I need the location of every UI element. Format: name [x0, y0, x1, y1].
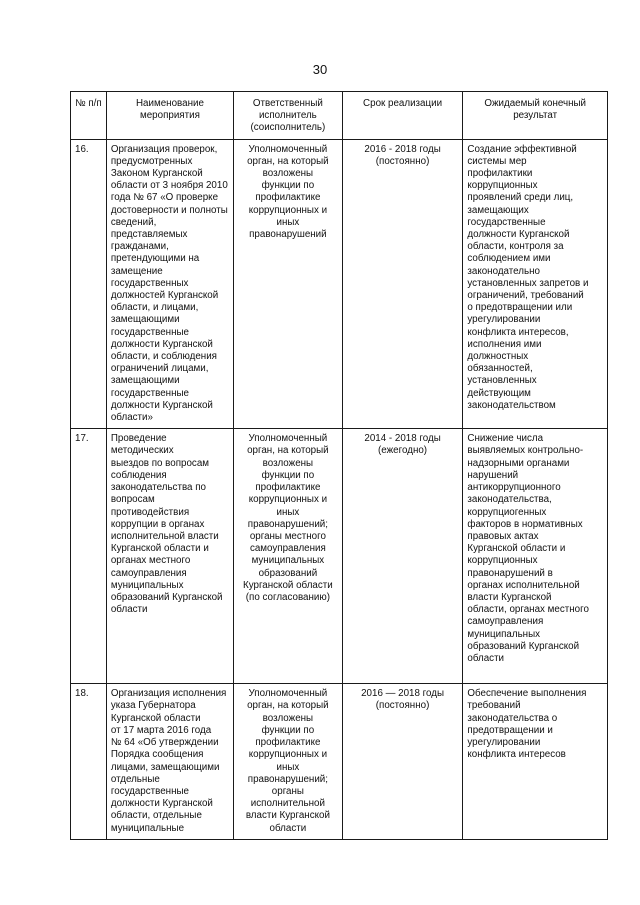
row-num: 18.	[71, 684, 107, 839]
header-name: Наименование мероприятия	[106, 92, 233, 140]
header-result: Ожидаемый конечный результат	[463, 92, 608, 140]
row-result: Обеспечение выполнения требований законодательства о предотвращении и урегулировании конфликта интересов	[463, 684, 608, 839]
row-name: Организация проверок, предусмотренных Законом Курганской области от 3 ноября 2010 года № 67 «О проверке достоверности и полноты сведений, представляемых гражданами, претендующими на замещение государственных должностей Курганской области, и лицами, замещающими государственные должности Курганской области, и соблюдения ограничений лицами, замещающими государственные должности Курганской области»	[106, 139, 233, 429]
row-responsible: Уполномоченный орган, на который возложены функции по профилактике коррупционных и иных правонарушений; органы исполнительной власти Курганской области	[234, 684, 343, 839]
row-term: 2014 - 2018 годы (ежегодно)	[342, 429, 463, 684]
header-num: № п/п	[71, 92, 107, 140]
row-term: 2016 - 2018 годы (постоянно)	[342, 139, 463, 429]
table-header-row	[71, 92, 608, 140]
row-responsible: Уполномоченный орган, на который возложены функции по профилактике коррупционных и иных правонарушений	[234, 139, 343, 429]
table-row	[71, 429, 608, 684]
table-row	[71, 684, 608, 839]
row-result: Снижение числа выявляемых контрольно- надзорными органами нарушений антикоррупционного законодательства, коррупциогенных факторов в нормативных правовых актах Курганской области и коррупционных правонарушений в органах исполнительной власти Курганской области, органах местного самоуправления муниципальных образований Курганской области	[463, 429, 608, 684]
measures-table	[70, 91, 608, 840]
table-row	[71, 139, 608, 429]
page-number: 30	[312, 62, 328, 77]
row-name: Организация исполнения указа Губернатора Курганской области от 17 марта 2016 года № 64 «Об утверждении Порядка сообщения лицами, замещающими отдельные государственные должности Курганской области, отдельные муниципальные	[106, 684, 233, 839]
row-result: Создание эффективной системы мер профилактики коррупционных проявлений среди лиц, замещающих государственные должности Курганской области, контроля за соблюдением ими законодательно установленных запретов и ограничений, требований о предотвращении или урегулировании конфликта интересов, исполнения ими должностных обязанностей, установленных действующим законодательством	[463, 139, 608, 429]
row-term: 2016 — 2018 годы (постоянно)	[342, 684, 463, 839]
row-num: 16.	[71, 139, 107, 429]
row-num: 17.	[71, 429, 107, 684]
header-term: Срок реализации	[342, 92, 463, 140]
header-responsible: Ответственный исполнитель (соисполнитель)	[234, 92, 343, 140]
row-name: Проведение методических выездов по вопросам соблюдения законодательства по вопросам противодействия коррупции в органах исполнительной власти Курганской области и органах местного самоуправления муниципальных образований Курганской области	[106, 429, 233, 684]
row-responsible: Уполномоченный орган, на который возложены функции по профилактике коррупционных и иных правонарушений; органы местного самоуправления муниципальных образований Курганской области (по согласованию)	[234, 429, 343, 684]
